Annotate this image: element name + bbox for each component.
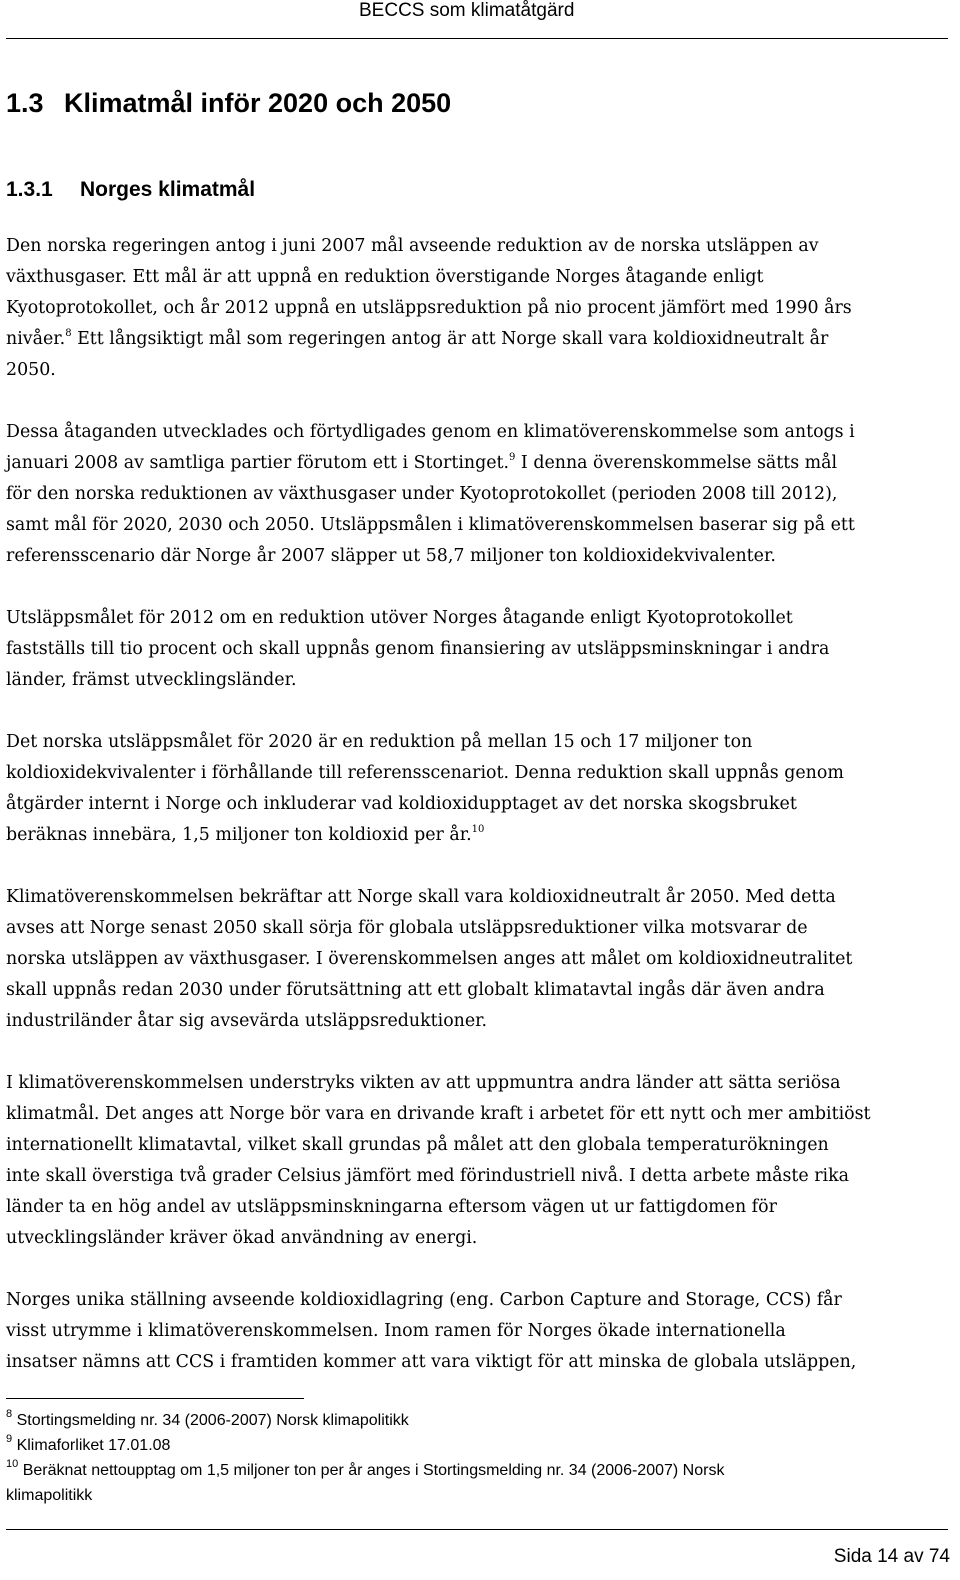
section-title: Klimatmål inför 2020 och 2050	[64, 88, 452, 118]
footnote-ref[interactable]: 9	[509, 452, 516, 464]
footnote-text: Beräknat nettoupptag om 1,5 miljoner ton per år anges i Stortingsmelding nr. 34 (2006-2007) Norsk	[22, 1462, 725, 1479]
text-line: avses att Norge senast 2050 skall sörja för globala utsläppsreduktioner vilka motsvarar de	[6, 918, 808, 938]
text-line: Klimatöverenskommelsen bekräftar att Norge skall vara koldioxidneutralt år 2050. Med detta	[6, 887, 836, 907]
text-line: norska utsläppen av växthusgaser. I överenskommelsen anges att målet om koldioxidneutralitet	[6, 949, 853, 969]
text-line	[6, 820, 954, 851]
text-line: för den norska reduktionen av växthusgaser under Kyotoprotokollet (perioden 2008 till 2012),	[6, 484, 838, 504]
footnote-text: Klimaforliket 17.01.08	[16, 1437, 171, 1454]
text-line: skall uppnås redan 2030 under förutsättning att ett globalt klimatavtal ingås där även andra	[6, 980, 825, 1000]
text-run: januari 2008 av samtliga partier förutom ett i Stortinget.	[6, 453, 510, 473]
text-line: samt mål för 2020, 2030 och 2050. Utsläppsmålen i klimatöverenskommelsen baserar sig på ett	[6, 515, 855, 535]
text-line: Norges unika ställning avseende koldioxidlagring (eng. Carbon Capture and Storage, CCS) får	[6, 1290, 842, 1310]
subsection-title: Norges klimatmål	[80, 178, 256, 201]
text-line: växthusgaser. Ett mål är att uppnå en reduktion överstigande Norges åtagande enligt	[6, 267, 764, 287]
footnote	[6, 1433, 954, 1458]
footnote-number: 9	[6, 1432, 13, 1445]
text-line: åtgärder internt i Norge och inkluderar vad koldioxidupptaget av det norska skogsbruket	[6, 794, 797, 814]
text-line: Det norska utsläppsmålet för 2020 är en reduktion på mellan 15 och 17 miljoner ton	[6, 732, 753, 752]
text-line: utvecklingsländer kräver ökad användning av energi.	[6, 1228, 478, 1248]
header-divider	[6, 38, 948, 39]
section-heading	[6, 88, 451, 119]
text-line: Utsläppsmålet för 2012 om en reduktion utöver Norges åtagande enligt Kyotoprotokollet	[6, 608, 793, 628]
text-line: referensscenario där Norge år 2007 släpper ut 58,7 miljoner ton koldioxidekvivalenter.	[6, 546, 776, 566]
paragraph	[6, 231, 954, 386]
text-line: I klimatöverenskommelsen understryks vikten av att uppmuntra andra länder att sätta seriösa	[6, 1073, 841, 1093]
footnote-line	[6, 1433, 954, 1458]
footnote-ref[interactable]: 8	[65, 328, 72, 340]
text-line: fastställs till tio procent och skall uppnås genom finansiering av utsläppsminskningar i andra	[6, 639, 830, 659]
paragraph	[6, 417, 954, 572]
subsection-number: 1.3.1	[6, 178, 53, 201]
text-line: internationellt klimatavtal, vilket skall grundas på målet att den globala temperaturökningen	[6, 1135, 829, 1155]
footnote	[6, 1458, 954, 1508]
footnote-divider	[6, 1398, 304, 1399]
text-line: Dessa åtaganden utvecklades och förtydligades genom en klimatöverenskommelse som antogs i	[6, 422, 855, 442]
text-line	[6, 448, 954, 479]
text-run: Ett långsiktigt mål som regeringen antog är att Norge skall vara koldioxidneutralt år	[71, 329, 829, 349]
footnote-line	[6, 1458, 954, 1483]
text-line	[6, 324, 954, 355]
running-header-title: BECCS som klimatåtgärd	[359, 0, 575, 21]
text-line: industriländer åtar sig avsevärda utsläppsreduktioner.	[6, 1011, 488, 1031]
footnote-line	[6, 1408, 954, 1433]
text-run: I denna överenskommelse sätts mål	[515, 453, 838, 473]
paragraph	[6, 1068, 954, 1254]
body-text	[6, 231, 954, 1409]
page-number: Sida 14 av 74	[833, 1546, 950, 1567]
footnote-line	[6, 1483, 954, 1508]
footnote-ref[interactable]: 10	[471, 824, 485, 836]
text-line: klimatmål. Det anges att Norge bör vara en drivande kraft i arbetet för ett nytt och mer ambitiöst	[6, 1104, 871, 1124]
paragraph	[6, 727, 954, 851]
footnote-text: Stortingsmelding nr. 34 (2006-2007) Norsk klimapolitikk	[16, 1412, 409, 1429]
section-number: 1.3	[6, 88, 44, 118]
paragraph	[6, 603, 954, 696]
text-line: inte skall överstiga två grader Celsius jämfört med förindustriell nivå. I detta arbete måste rika	[6, 1166, 850, 1186]
text-line: insatser nämns att CCS i framtiden kommer att vara viktigt för att minska de globala utsläppen,	[6, 1352, 857, 1372]
footnote-text: klimapolitikk	[6, 1487, 93, 1504]
text-run: nivåer.	[6, 329, 66, 349]
text-run: beräknas innebära, 1,5 miljoner ton koldioxid per år.	[6, 825, 472, 845]
paragraph	[6, 1285, 954, 1378]
footnotes	[6, 1408, 954, 1508]
footnote	[6, 1408, 954, 1433]
text-line: visst utrymme i klimatöverenskommelsen. Inom ramen för Norges ökade internationella	[6, 1321, 786, 1341]
text-line: 2050.	[6, 360, 56, 380]
text-line: Kyotoprotokollet, och år 2012 uppnå en utsläppsreduktion på nio procent jämfört med 1990 års	[6, 298, 852, 318]
text-line: Den norska regeringen antog i juni 2007 mål avseende reduktion av de norska utsläppen av	[6, 236, 819, 256]
footer-divider	[6, 1529, 948, 1530]
text-line: länder ta en hög andel av utsläppsminskningarna eftersom vägen ut ur fattigdomen för	[6, 1197, 777, 1217]
text-line: länder, främst utvecklingsländer.	[6, 670, 297, 690]
footnote-number: 10	[6, 1457, 19, 1470]
paragraph	[6, 882, 954, 1037]
subsection-heading	[6, 178, 255, 202]
text-line: koldioxidekvivalenter i förhållande till referensscenariot. Denna reduktion skall uppnås genom	[6, 763, 844, 783]
footnote-number: 8	[6, 1407, 13, 1420]
